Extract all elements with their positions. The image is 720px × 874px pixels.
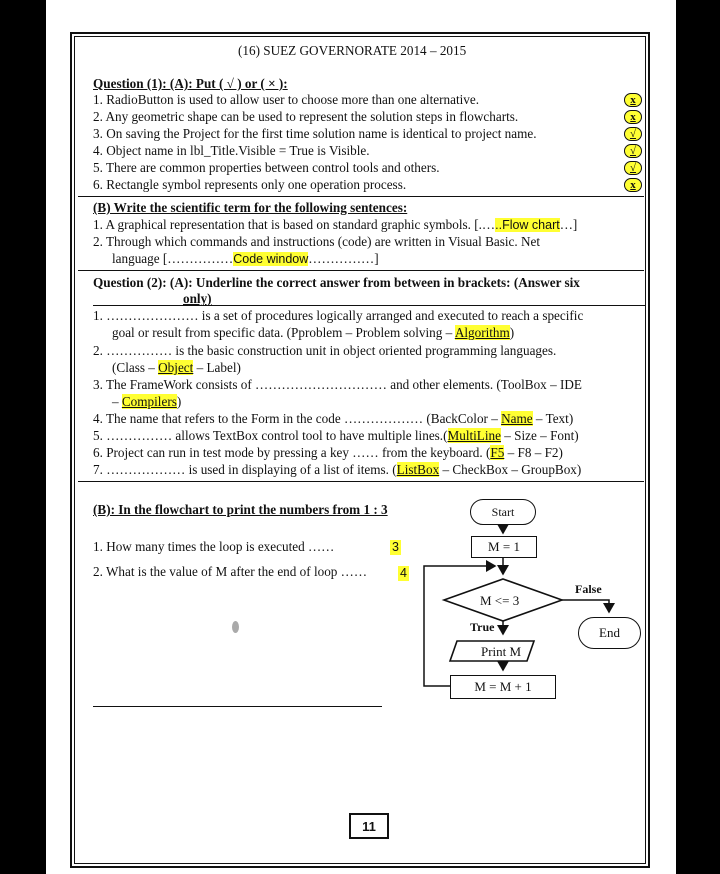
flowchart-condition: M <= 3: [480, 593, 520, 608]
q1a-item-3: 3. On saving the Project for the first time solution name is identical to project name.: [93, 126, 537, 141]
q2b-heading: (B): In the flowchart to print the numbers from 1 : 3: [93, 502, 388, 517]
q2b-question-2: 2. What is the value of M after the end of loop ……: [93, 564, 368, 579]
q1a-item-2: 2. Any geometric shape can be used to represent the solution steps in flowcharts.: [93, 109, 519, 124]
q1a-item-1: 1. RadioButton is used to allow user to choose more than one alternative.: [93, 92, 480, 107]
answer-highlight: Object: [158, 360, 194, 375]
answer-mark-2: x: [624, 110, 642, 124]
answer-highlight: MultiLine: [447, 428, 501, 443]
answer-highlight: ListBox: [396, 462, 440, 477]
q1a-item-5: 5. There are common properties between control tools and others.: [93, 160, 440, 175]
flowchart-increment: M = M + 1: [450, 675, 556, 699]
answer-mark-3: √: [624, 127, 642, 141]
q2a-item-5: 5. …………… allows TextBox control tool to have multiple lines.(MultiLine – Size – Font): [93, 428, 579, 443]
answer-highlight: F5: [490, 445, 505, 460]
answer-mark-4: √: [624, 144, 642, 158]
page-number: 11: [349, 813, 389, 839]
q2a-item-7: 7. ……………… is used in displaying of a list of items. (ListBox – CheckBox – GroupBox): [93, 462, 582, 477]
q1b-item-1: 1. A graphical representation that is based on standard graphic symbols. [.…..Flow chart…]: [93, 217, 578, 232]
q2a-heading-cont: only): [183, 291, 212, 306]
answer-highlight: ..Flow chart: [495, 218, 560, 232]
flowchart-true-label: True: [470, 620, 495, 634]
flowchart-start: Start: [470, 499, 536, 525]
flowchart-end: End: [578, 617, 641, 649]
q1a-heading: Question (1): (A): Put ( √ ) or ( × ):: [93, 76, 288, 91]
flowchart-false-label: False: [575, 582, 602, 596]
q2b-question-1: 1. How many times the loop is executed ……: [93, 539, 335, 554]
q1a-item-6: 6. Rectangle symbol represents only one operation process.: [93, 177, 407, 192]
q1a-item-4: 4. Object name in lbl_Title.Visible = True is Visible.: [93, 143, 370, 158]
flowchart-init: M = 1: [471, 536, 537, 558]
answer-line: [93, 706, 382, 707]
answer-highlight: Algorithm: [454, 325, 510, 340]
q2a-heading: Question (2): (A): Underline the correct answer from between in brackets: (Answer six: [93, 275, 580, 290]
q2a-item-1: 1. ………………… is a set of procedures logically arranged and executed to reach a specific: [93, 308, 584, 323]
q2a-item-2: 2. …………… is the basic construction unit in object oriented programming languages.: [93, 343, 557, 358]
answer-mark-1: x: [624, 93, 642, 107]
flowchart-print: Print M: [481, 644, 522, 659]
ink-smudge: [232, 621, 239, 633]
q1b-item-2: 2. Through which commands and instructions (code) are written in Visual Basic. Net: [93, 234, 540, 249]
q1b-item-2-answer: language [……………Code window……………]: [112, 251, 379, 266]
q2b-answer-2: 4: [400, 566, 407, 580]
answer-mark-6: x: [624, 178, 642, 192]
answer-highlight: Name: [501, 411, 533, 426]
q2b-answer-1: 3: [392, 540, 399, 554]
q2a-item-1-cont: goal or result from specific data. (Pproblem – Problem solving – Algorithm): [112, 325, 515, 340]
answer-highlight: Code window: [233, 252, 309, 266]
q2a-item-4: 4. The name that refers to the Form in the code ……………… (BackColor – Name – Text): [93, 411, 574, 426]
q2a-item-3-cont: – Compilers): [112, 394, 182, 409]
answer-highlight: Compilers: [121, 394, 177, 409]
q2a-item-2-cont: (Class – Object – Label): [112, 360, 241, 375]
exam-header: (16) SUEZ GOVERNORATE 2014 – 2015: [238, 43, 467, 58]
q2a-item-3: 3. The FrameWork consists of ………………………… and other elements. (ToolBox – IDE: [93, 377, 582, 392]
q2a-item-6: 6. Project can run in test mode by pressing a key …… from the keyboard. (F5 – F8 – F2): [93, 445, 563, 460]
answer-mark-5: √: [624, 161, 642, 175]
q1b-heading: (B) Write the scientific term for the following sentences:: [93, 200, 408, 215]
